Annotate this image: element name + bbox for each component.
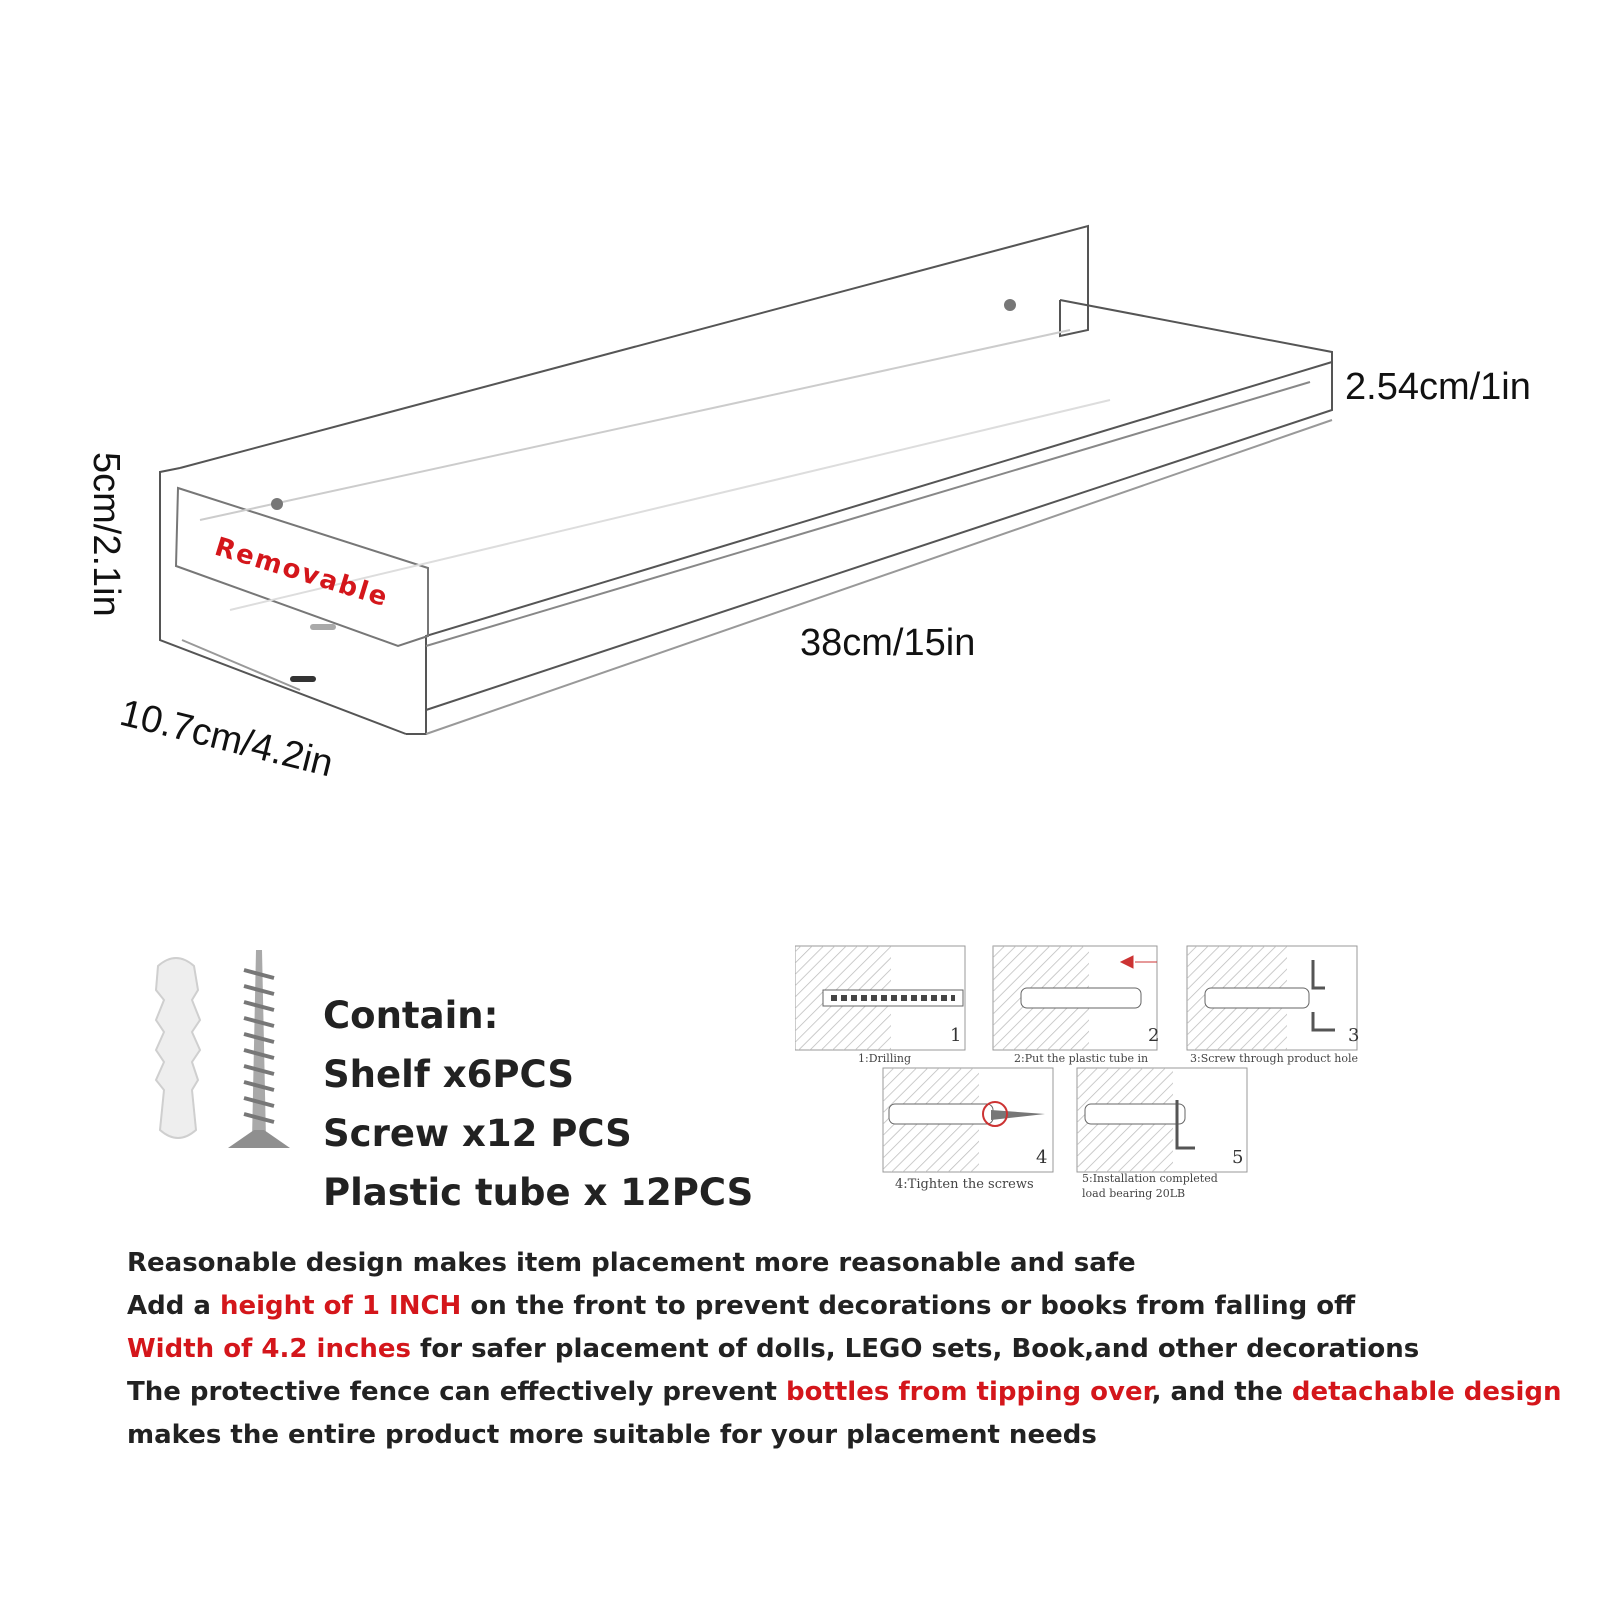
height-dimension-label: 5cm/2.1in (85, 452, 127, 617)
step-5-caption: 5:Installation completed (1082, 1172, 1218, 1185)
description-line-5: makes the entire product more suitable for your placement needs (127, 1420, 1097, 1450)
step-5-number: 5 (1232, 1147, 1244, 1168)
description-block (127, 1242, 1562, 1457)
front-height-dimension-label: 2.54cm/1in (1345, 366, 1531, 408)
depth-dimension-label: 10.7cm/4.2in (115, 692, 338, 786)
width-dimension-label: 38cm/15in (800, 622, 976, 664)
width-highlight: Width of 4.2 inches (127, 1334, 411, 1364)
plastic-tube-icon (156, 958, 200, 1138)
step-4-number: 4 (1036, 1147, 1048, 1168)
detachable-highlight: detachable design (1291, 1377, 1562, 1407)
step-4-panel (883, 1068, 1053, 1172)
step-1-panel (795, 946, 965, 1050)
contents-heading: Contain: (323, 994, 499, 1037)
step-5-panel (1077, 1068, 1247, 1172)
step-3-panel (1187, 946, 1360, 1050)
step-1-caption: 1:Drilling (858, 1052, 911, 1065)
step-1-number: 1 (950, 1025, 962, 1046)
step-2-caption: 2:Put the plastic tube in (1014, 1052, 1149, 1065)
description-line-2: Add a height of 1 INCH on the front to prevent decorations or books from falling off (127, 1291, 1356, 1321)
description-line-1: Reasonable design makes item placement more reasonable and safe (127, 1248, 1136, 1278)
contents-list (323, 986, 753, 1222)
step-2-panel (993, 946, 1160, 1050)
tipping-highlight: bottles from tipping over (785, 1377, 1152, 1407)
contents-item-shelf: Shelf x6PCS (323, 1053, 574, 1096)
step-5-caption-load: load bearing 20LB (1082, 1187, 1186, 1200)
step-4-caption: 4:Tighten the screws (895, 1177, 1034, 1192)
step-2-number: 2 (1148, 1025, 1160, 1046)
screw-icon (228, 950, 290, 1148)
removable-label: Removable (211, 532, 393, 614)
description-line-3: Width of 4.2 inches for safer placement of dolls, LEGO sets, Book,and other decorations (127, 1334, 1420, 1364)
installation-steps-diagram (795, 940, 1375, 1210)
step-3-caption: 3:Screw through product hole (1190, 1052, 1359, 1065)
hardware-illustration (140, 950, 310, 1180)
step-3-number: 3 (1348, 1025, 1360, 1046)
contents-item-tube: Plastic tube x 12PCS (323, 1171, 754, 1214)
contents-item-screw: Screw x12 PCS (323, 1112, 632, 1155)
height-highlight: height of 1 INCH (220, 1291, 462, 1321)
description-line-4: The protective fence can effectively prevent bottles from tipping over, and the detachable design (127, 1377, 1562, 1407)
